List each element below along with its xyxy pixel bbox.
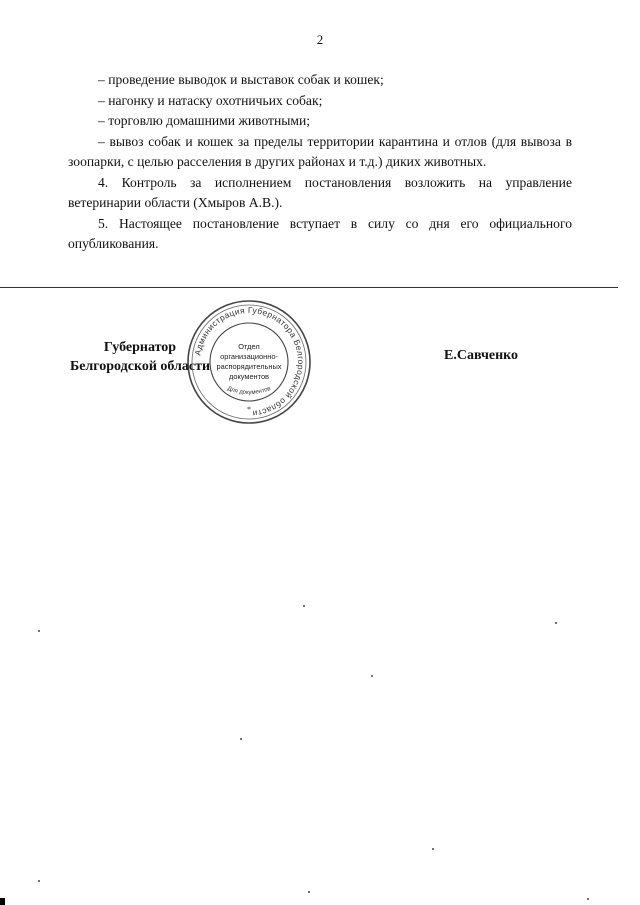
signatory-name: Е.Савченко xyxy=(444,348,519,363)
signatory-title-line2: Белгородской области xyxy=(69,359,211,374)
scan-speck xyxy=(432,848,434,850)
scan-edge-mark xyxy=(0,898,5,905)
horizontal-rule xyxy=(0,287,618,288)
list-item: – торговлю домашними животными; xyxy=(98,113,311,128)
scan-speck xyxy=(240,738,242,740)
page-number: 2 xyxy=(316,32,324,47)
svg-text:*: * xyxy=(247,405,251,414)
stamp-seal-icon xyxy=(185,298,313,426)
stamp-ring-text: Администрация Губернатора Белгородской области xyxy=(192,304,307,419)
signatory-title-line1: Губернатор xyxy=(103,340,177,355)
stamp-center-line: Отдел xyxy=(238,342,260,351)
official-stamp xyxy=(185,298,313,426)
scan-speck xyxy=(587,898,589,900)
scan-speck xyxy=(555,622,557,624)
scan-speck xyxy=(38,880,40,882)
stamp-center-line: распорядительных xyxy=(216,362,282,371)
scan-speck xyxy=(308,891,310,893)
scan-speck xyxy=(371,675,373,677)
list-item: – проведение выводок и выставок собак и кошек; xyxy=(98,72,384,87)
svg-text:Для документов xyxy=(226,386,271,396)
scan-speck xyxy=(38,630,40,632)
stamp-bottom-text: Для документов xyxy=(226,386,272,397)
paragraph-effective: 5. Настоящее постановление вступает в силу со дня его официального опубликования. xyxy=(68,215,572,251)
paragraph-control: 4. Контроль за исполнением постановления возложить на управление ветеринарии области (Хмыров А.В.). xyxy=(68,174,572,210)
list-item: – вывоз собак и кошек за пределы территории карантина и отлов (для вывоза в зоопарки, с целью расселения в других районах и т.д.) диких животных. xyxy=(68,133,572,169)
list-item: – нагонку и натаску охотничьих собак; xyxy=(98,92,323,108)
stamp-center-line: документов xyxy=(229,372,269,381)
scan-speck xyxy=(303,605,305,607)
document-body xyxy=(68,70,572,255)
stamp-center-line: организационно- xyxy=(220,352,278,361)
